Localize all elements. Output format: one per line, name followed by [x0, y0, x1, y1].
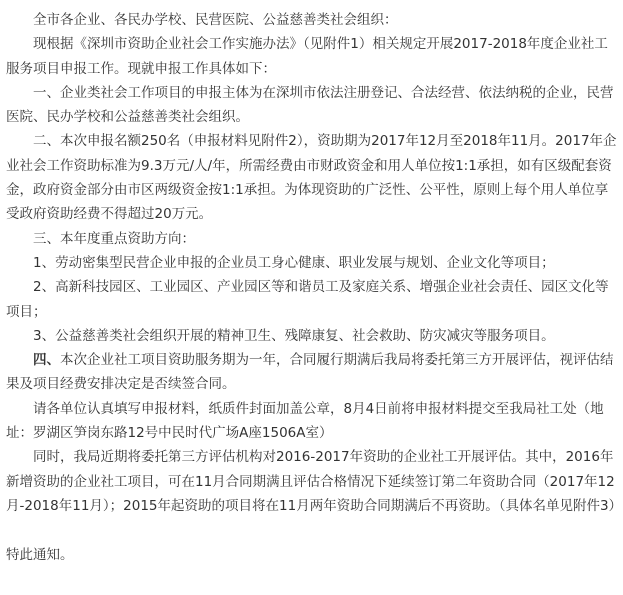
- blank-line: [6, 518, 619, 542]
- paragraph-section-2: 二、本次申报名额250名（申报材料见附件2），资助期为2017年12月至2018年11月。2017年企业社会工作资助标准为9.3万元/人/年，所需经费由市财政资金和用人单位按1:1承担，如有区级配套资金，政府资金部分由市区两级资金按1:1承担。为体现资助的广泛性、公平性，原则上每个用人单位享受政府资助经费不得超过20万元。: [6, 133, 617, 223]
- paragraph-intro: 现根据《深圳市资助企业社会工作实施办法》（见附件1）相关规定开展2017-2018年度企业社工服务项目申报工作。现就申报工作具体如下：: [6, 36, 608, 77]
- paragraph-section-3-heading: 三、本年度重点资助方向：: [33, 230, 195, 247]
- paragraph-item-3: 3、公益慈善类社会组织开展的精神卫生、残障康复、社会救助、防灾减灾等服务项目。: [33, 327, 555, 344]
- paragraph-item-2: 2、高新科技园区、工业园区、产业园区等和谐员工及家庭关系、增强企业社会责任、园区文化等项目；: [6, 279, 609, 320]
- salutation: 全市各企业、各民办学校、民营医院、公益慈善类社会组织：: [33, 12, 398, 28]
- section-4-body: 本次企业社工项目资助服务期为一年，合同履行期满后我局将委托第三方开展评估，视评估结果及项目经费安排决定是否续签合同。: [6, 352, 614, 393]
- paragraph-section-4: [6, 348, 619, 397]
- paragraph-item-1: 1、劳动密集型民营企业申报的企业员工身心健康、职业发展与规划、企业文化等项目；: [33, 254, 555, 271]
- paragraph-section-1: 一、企业类社会工作项目的申报主体为在深圳市依法注册登记、合法经营、依法纳税的企业，民营医院、民办学校和公益慈善类社会组织。: [6, 84, 614, 126]
- paragraph-evaluation: 同时，我局近期将委托第三方评估机构对2016-2017年资助的企业社工开展评估。其中，2016年新增资助的企业社工项目，可在11月合同期满且评估合格情况下延续签订第二年资助合同（2017年12月-2018年11月）；2015年起资助的项目将在11月两年资助合同期满后不再资助。（具体名单见附件3）: [6, 449, 623, 514]
- closing: 特此通知。: [6, 546, 74, 563]
- paragraph-submission: 请各单位认真填写申报材料，纸质件封面加盖公章，8月4日前将申报材料提交至我局社工处（地址：罗湖区笋岗东路12号中民时代广场A座1506A室）: [6, 400, 604, 442]
- section-4-lead: 四、: [33, 352, 60, 369]
